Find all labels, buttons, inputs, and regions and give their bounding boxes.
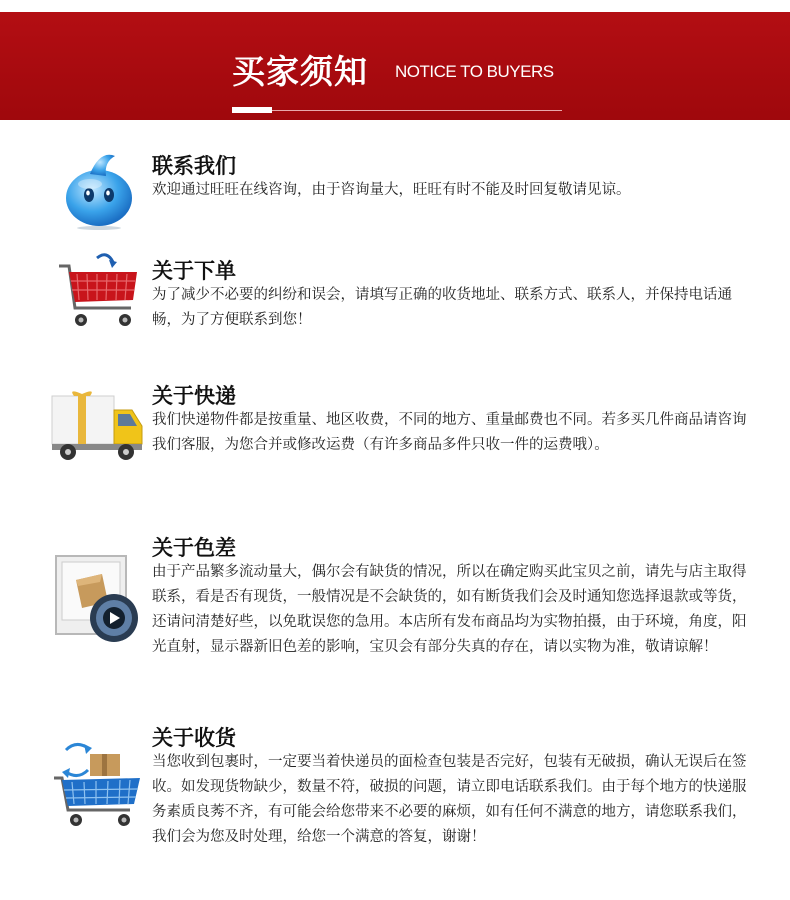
section-text: 当您收到包裹时，一定要当着快递员的面检查包装是否完好，包装有无破损，确认无误后在签收。如发现货物缺少，数量不符，破损的问题，请立即电话联系我们。由于每个地方的快递服务素质良莠不齐，有可能会给您带来不必要的麻烦，如有任何不满意的地方，请您联系我们，我们会为您及时处理，给您一个满意的答复，谢谢！	[152, 754, 747, 845]
section-title: 关于下单	[152, 259, 236, 283]
header-divider-accent	[232, 107, 272, 113]
section-contact-us	[0, 140, 790, 240]
section-title: 关于快递	[152, 384, 236, 408]
delivery-truck-icon	[48, 388, 146, 466]
section-shipping	[0, 370, 790, 500]
section-title: 关于收货	[152, 726, 236, 750]
section-text: 欢迎通过旺旺在线咨询，由于咨询量大，旺旺有时不能及时回复敬请见谅。	[152, 182, 631, 198]
product-photo-icon	[52, 552, 148, 648]
section-ordering	[0, 245, 790, 345]
wangwang-chat-icon	[60, 148, 138, 230]
section-title: 关于色差	[152, 536, 236, 560]
header-subtitle: NOTICE TO BUYERS	[395, 62, 554, 81]
section-title: 联系我们	[152, 154, 236, 178]
cart-with-package-icon	[50, 740, 148, 830]
header-divider	[232, 110, 562, 111]
section-text: 我们快递物件都是按重量、地区收费，不同的地方、重量邮费也不同。若多买几件商品请咨询我们客服，为您合并或修改运费（有许多商品多件只收一件的运费哦）。	[152, 412, 747, 453]
shopping-cart-icon	[55, 250, 143, 332]
section-receiving	[0, 712, 790, 892]
header-title: 买家须知	[232, 52, 368, 91]
section-text: 为了减少不必要的纠纷和误会，请填写正确的收货地址、联系方式、联系人，并保持电话通畅，为了方便联系到您！	[152, 287, 732, 328]
section-text: 由于产品繁多流动量大，偶尔会有缺货的情况，所以在确定购买此宝贝之前，请先与店主取得联系，看是否有现货，一般情况是不会缺货的，如有断货我们会及时通知您选择退款或等货，还请问清楚好些，以免耽误您的急用。本店所有发布商品均为实物拍摄，由于环境，角度，阳光直射，显示器新旧色差的影响，宝贝会有部分失真的存在，请以实物为准，敬请谅解！	[152, 564, 747, 655]
header-banner	[0, 12, 790, 120]
section-color-difference	[0, 522, 790, 692]
